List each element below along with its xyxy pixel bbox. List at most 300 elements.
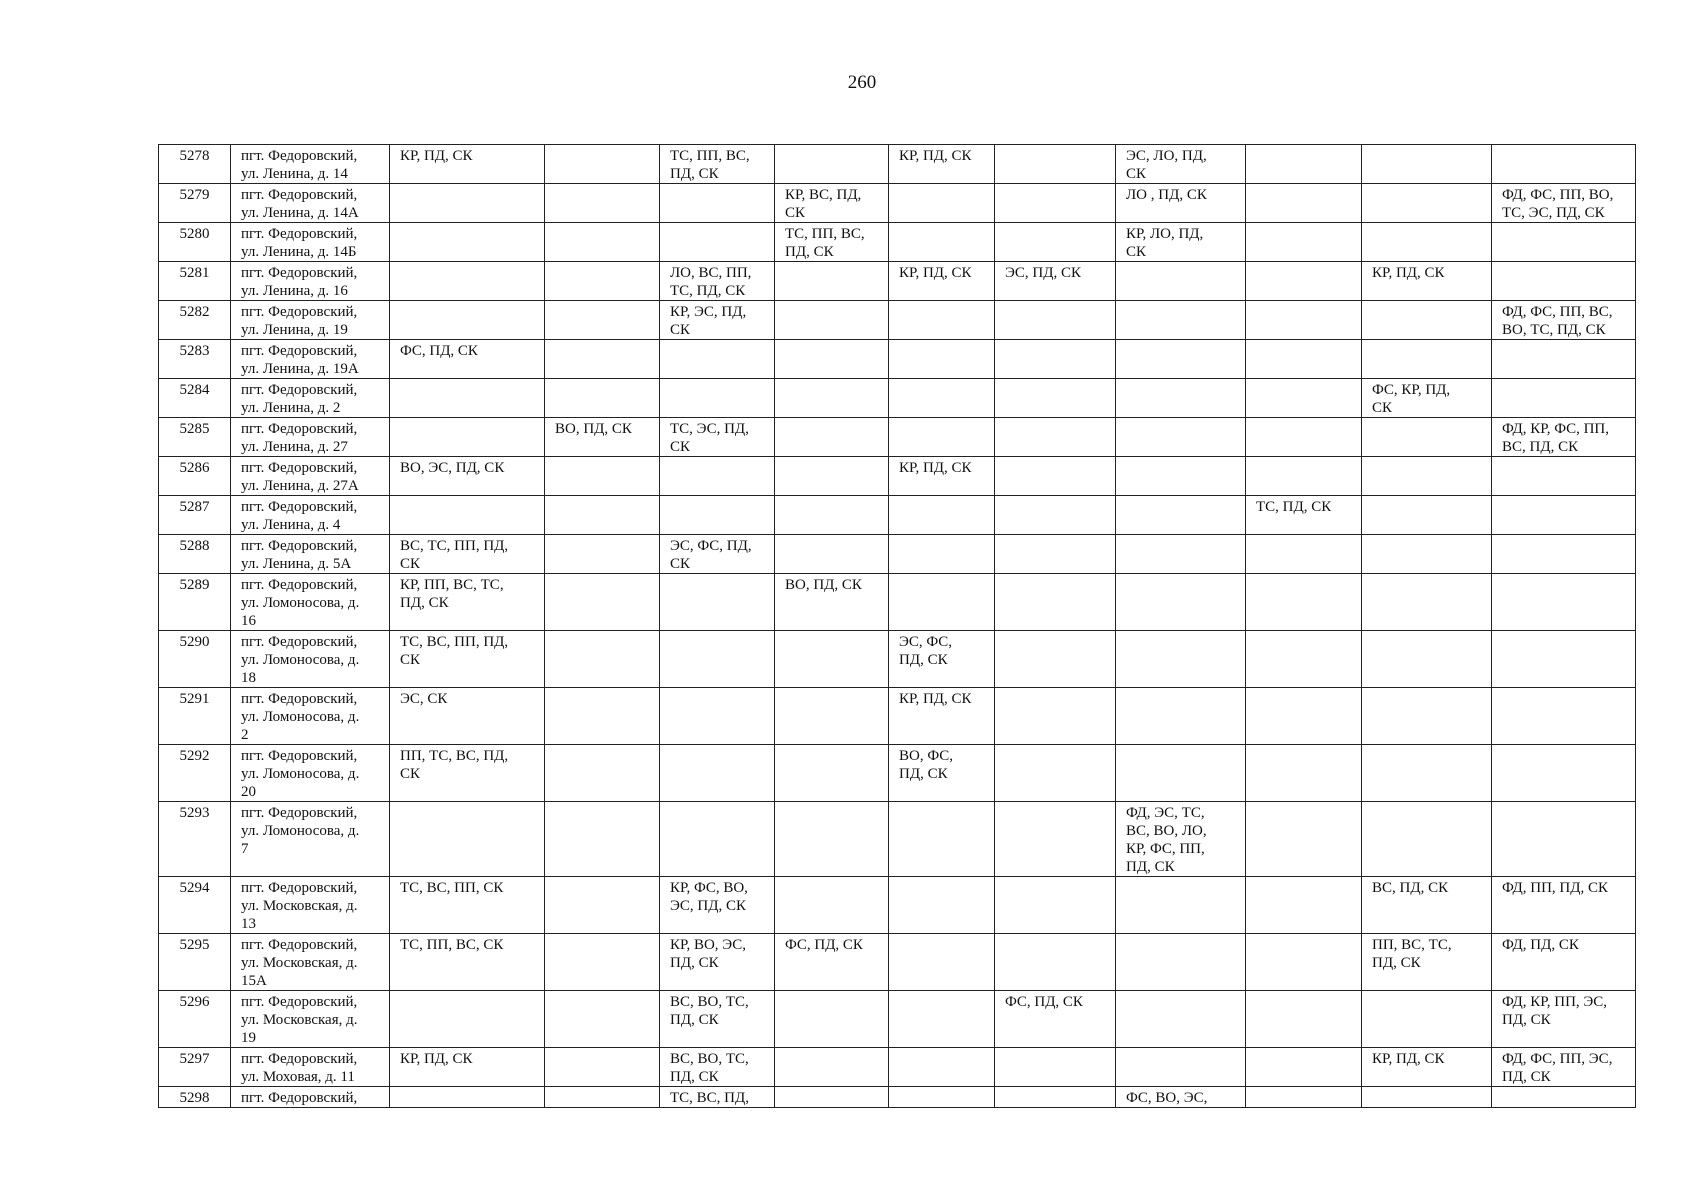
cell-line: пгт. Федоровский, [241,1051,358,1067]
row-number: 5278 [159,145,231,184]
cell-line: пгт. Федоровский, [241,1090,358,1106]
cell-line: ФД, ЭС, ТС, [1126,805,1205,821]
work-types-cell [1492,574,1636,631]
cell-line: СК [670,322,691,338]
work-types-cell [390,1048,545,1087]
cell-line: ул. Ломоносова, д. [241,595,360,611]
work-types-cell [889,262,995,301]
cell-line: ВС, ВО, ТС, [670,994,749,1010]
work-types-cell [545,184,660,223]
work-types-cell [1116,535,1246,574]
cell-line: ПП, ВС, ТС, [1372,937,1452,953]
work-types-cell [995,574,1116,631]
cell-line: ПД, СК [670,1069,719,1085]
work-types-cell [889,379,995,418]
row-number: 5293 [159,802,231,877]
cell-line: КР, ПД, СК [899,265,972,281]
work-types-cell [775,496,889,535]
cell-line: ФД, ФС, ПП, ВО, [1502,187,1614,203]
cell-line: СК [785,205,806,221]
cell-line: пгт. Федоровский, [241,994,358,1010]
cell-line: ПД, СК [785,244,834,260]
work-types-cell [1492,802,1636,877]
row-number: 5290 [159,631,231,688]
work-types-cell [660,418,775,457]
work-types-cell [889,223,995,262]
work-types-cell [1492,934,1636,991]
address-cell [231,418,390,457]
cell-line: КР, ВО, ЭС, [670,937,746,953]
work-types-cell [1362,535,1492,574]
cell-line: ул. Ленина, д. 14 [241,166,348,182]
work-types-cell [1492,688,1636,745]
work-types-cell [390,535,545,574]
cell-line: ФД, КР, ФС, ПП, [1502,421,1610,437]
work-types-cell [995,802,1116,877]
work-types-cell [1116,574,1246,631]
work-types-cell [889,574,995,631]
work-types-cell [545,223,660,262]
cell-line: СК [400,766,421,782]
cell-line: пгт. Федоровский, [241,538,358,554]
address-cell [231,496,390,535]
work-types-cell [1116,1087,1246,1108]
work-types-cell [889,877,995,934]
work-types-cell [1116,379,1246,418]
cell-line: ВО, ПД, СК [555,421,632,437]
work-types-cell [775,340,889,379]
cell-line: ЭС, ПД, СК [1005,265,1081,281]
work-types-cell [1116,184,1246,223]
work-types-cell [889,418,995,457]
work-types-cell [1116,688,1246,745]
work-types-cell [545,631,660,688]
cell-line: КР, ПД, СК [400,148,473,164]
work-types-cell [1362,340,1492,379]
work-types-cell [889,457,995,496]
cell-line: пгт. Федоровский, [241,880,358,896]
cell-line: КР, ЭС, ПД, [670,304,747,320]
row-number: 5289 [159,574,231,631]
cell-line: ул. Ленина, д. 4 [241,517,341,533]
cell-line: ПД, СК [1502,1069,1551,1085]
work-types-cell [1246,991,1362,1048]
work-types-cell [775,877,889,934]
work-types-cell [1246,457,1362,496]
work-types-cell [545,496,660,535]
work-types-cell [1362,934,1492,991]
work-types-cell [1246,877,1362,934]
work-types-cell [1116,457,1246,496]
work-types-cell [1492,877,1636,934]
work-types-cell [1246,574,1362,631]
cell-line: 16 [241,613,256,629]
work-types-cell [390,262,545,301]
work-types-cell [775,688,889,745]
work-types-cell [1362,223,1492,262]
address-cell [231,1048,390,1087]
work-types-cell [889,688,995,745]
row-number: 5294 [159,877,231,934]
work-types-cell [1246,535,1362,574]
work-types-cell [1116,223,1246,262]
cell-line: СК [400,652,421,668]
work-types-cell [390,745,545,802]
work-types-cell [775,457,889,496]
cell-line: 19 [241,1030,256,1046]
work-types-cell [660,262,775,301]
cell-line: ВС, ПД, СК [1502,439,1579,455]
cell-line: ЭС, ФС, ПД, [670,538,752,554]
work-types-cell [995,262,1116,301]
cell-line: пгт. Федоровский, [241,304,358,320]
address-cell [231,379,390,418]
work-types-cell [660,934,775,991]
work-types-cell [545,991,660,1048]
work-types-cell [775,934,889,991]
work-types-cell [660,631,775,688]
work-types-cell [889,991,995,1048]
cell-line: пгт. Федоровский, [241,382,358,398]
cell-line: пгт. Федоровский, [241,634,358,650]
address-cell [231,535,390,574]
cell-line: пгт. Федоровский, [241,148,358,164]
work-types-cell [1246,145,1362,184]
address-cell [231,745,390,802]
work-types-cell [390,184,545,223]
work-types-cell [889,340,995,379]
address-cell [231,631,390,688]
work-types-cell [1116,1048,1246,1087]
work-types-cell [1362,991,1492,1048]
work-types-cell [775,1087,889,1108]
cell-line: КР, ВС, ПД, [785,187,862,203]
work-types-cell [660,184,775,223]
cell-line: ФД, ФС, ПП, ЭС, [1502,1051,1613,1067]
cell-line: ВС, ВО, ТС, [670,1051,749,1067]
work-types-cell [889,934,995,991]
work-types-cell [1492,301,1636,340]
cell-line: ТС, ЭС, ПД, [670,421,749,437]
table-row [159,574,1636,631]
cell-line: ВО, ФС, [899,748,953,764]
work-types-cell [390,379,545,418]
cell-line: ул. Ленина, д. 5А [241,556,352,572]
work-types-cell [1362,184,1492,223]
table-row [159,688,1636,745]
work-types-cell [1116,802,1246,877]
row-number: 5283 [159,340,231,379]
work-types-cell [1492,1087,1636,1108]
cell-line: ул. Московская, д. [241,955,358,971]
work-types-cell [1362,145,1492,184]
cell-line: ТС, ВС, ПД, [670,1090,749,1106]
work-types-cell [995,457,1116,496]
cell-line: ул. Московская, д. [241,1012,358,1028]
work-types-cell [660,379,775,418]
work-types-cell [1492,745,1636,802]
work-types-cell [889,496,995,535]
cell-line: ПД, СК [670,166,719,182]
work-types-cell [775,745,889,802]
work-types-cell [1246,802,1362,877]
work-types-cell [1246,1048,1362,1087]
work-types-cell [390,1087,545,1108]
cell-line: ФД, КР, ПП, ЭС, [1502,994,1608,1010]
work-types-cell [995,688,1116,745]
work-types-cell [1116,991,1246,1048]
work-types-cell [1362,379,1492,418]
address-cell [231,340,390,379]
work-types-cell [1116,631,1246,688]
address-cell [231,301,390,340]
cell-line: ПД, СК [1126,859,1175,875]
cell-line: пгт. Федоровский, [241,805,358,821]
work-types-cell [1116,262,1246,301]
address-cell [231,574,390,631]
work-types-cell [995,631,1116,688]
row-number: 5286 [159,457,231,496]
table-row [159,145,1636,184]
work-types-cell [660,340,775,379]
work-types-cell [1116,877,1246,934]
cell-line: ТС, ПП, ВС, СК [400,937,504,953]
work-types-cell [1362,496,1492,535]
cell-line: ЛО, ВС, ПП, [670,265,752,281]
cell-line: СК [1372,400,1393,416]
cell-line: ТС, ПД, СК [1256,499,1332,515]
work-types-cell [1362,301,1492,340]
work-types-cell [889,1048,995,1087]
work-types-cell [1246,418,1362,457]
table-row [159,934,1636,991]
work-types-cell [545,802,660,877]
cell-line: ФД, ФС, ПП, ВС, [1502,304,1613,320]
work-types-cell [1116,496,1246,535]
cell-line: ВО, ЭС, ПД, СК [400,460,505,476]
table-row [159,223,1636,262]
cell-line: ул. Ломоносова, д. [241,652,360,668]
work-types-cell [1362,418,1492,457]
cell-line: пгт. Федоровский, [241,460,358,476]
table-row [159,418,1636,457]
row-number: 5291 [159,688,231,745]
table-row [159,877,1636,934]
cell-line: 15А [241,973,267,989]
row-number: 5298 [159,1087,231,1108]
work-types-cell [545,262,660,301]
table-body [159,145,1636,1108]
work-types-cell [545,1087,660,1108]
work-types-cell [889,145,995,184]
cell-line: ул. Ленина, д. 2 [241,400,341,416]
work-types-cell [545,379,660,418]
work-types-cell [889,631,995,688]
work-types-cell [390,631,545,688]
work-types-cell [390,145,545,184]
cell-line: КР, ФС, ВО, [670,880,748,896]
work-types-cell [889,802,995,877]
work-types-cell [775,802,889,877]
work-types-cell [1362,262,1492,301]
table-row [159,991,1636,1048]
cell-line: пгт. Федоровский, [241,577,358,593]
cell-line: ВС, ПД, СК [1372,880,1449,896]
work-types-cell [1116,301,1246,340]
cell-line: ФС, ВО, ЭС, [1126,1090,1208,1106]
work-types-cell [660,877,775,934]
work-types-cell [1362,457,1492,496]
table-row [159,745,1636,802]
cell-line: ул. Ломоносова, д. [241,766,360,782]
work-types-cell [1362,877,1492,934]
cell-line: ТС, ПД, СК [670,283,746,299]
table-row [159,262,1636,301]
table-row [159,1087,1636,1108]
work-types-cell [1492,535,1636,574]
work-types-cell [545,145,660,184]
cell-line: ул. Ленина, д. 16 [241,283,348,299]
cell-line: ПД, СК [899,766,948,782]
work-types-cell [1246,262,1362,301]
cell-line: ПД, СК [670,1012,719,1028]
table-row [159,340,1636,379]
cell-line: ФС, ПД, СК [1005,994,1083,1010]
cell-line: пгт. Федоровский, [241,187,358,203]
row-number: 5292 [159,745,231,802]
work-types-cell [1116,340,1246,379]
work-types-cell [1246,379,1362,418]
work-types-cell [1246,688,1362,745]
work-types-cell [1246,184,1362,223]
work-types-cell [1492,262,1636,301]
work-types-cell [1492,631,1636,688]
row-number: 5295 [159,934,231,991]
cell-line: ул. Ломоносова, д. [241,709,360,725]
cell-line: КР, ПД, СК [899,148,972,164]
work-types-cell [889,184,995,223]
cell-line: СК [670,556,691,572]
cell-line: ФД, ПД, СК [1502,937,1579,953]
work-types-cell [1492,340,1636,379]
work-types-cell [545,688,660,745]
work-types-cell [1492,418,1636,457]
work-types-cell [1246,340,1362,379]
work-types-cell [660,1087,775,1108]
work-types-cell [660,145,775,184]
work-types-cell [889,745,995,802]
cell-line: КР, ПД, СК [1372,265,1445,281]
cell-line: ФС, ПД, СК [785,937,863,953]
row-number: 5279 [159,184,231,223]
work-types-cell [1492,379,1636,418]
row-number: 5284 [159,379,231,418]
cell-line: ул. Ленина, д. 14Б [241,244,357,260]
work-types-cell [775,262,889,301]
work-types-cell [1246,301,1362,340]
row-number: 5296 [159,991,231,1048]
cell-line: пгт. Федоровский, [241,421,358,437]
work-types-cell [995,745,1116,802]
work-types-cell [660,1048,775,1087]
work-types-cell [660,223,775,262]
work-types-cell [1246,934,1362,991]
row-number: 5281 [159,262,231,301]
register-table [158,144,1636,1108]
cell-line: КР, ЛО, ПД, [1126,226,1204,242]
cell-line: ПП, ТС, ВС, ПД, [400,748,509,764]
cell-line: СК [400,556,421,572]
work-types-cell [1492,184,1636,223]
cell-line: ПД, СК [670,955,719,971]
work-types-cell [889,301,995,340]
cell-line: 18 [241,670,256,686]
work-types-cell [545,745,660,802]
cell-line: ВС, ТС, ПП, ПД, [400,538,509,554]
work-types-cell [995,877,1116,934]
cell-line: ул. Ленина, д. 27А [241,478,359,494]
work-types-cell [390,991,545,1048]
work-types-cell [390,223,545,262]
cell-line: 13 [241,916,256,932]
work-types-cell [390,418,545,457]
address-cell [231,262,390,301]
cell-line: ЛО , ПД, СК [1126,187,1207,203]
work-types-cell [1116,745,1246,802]
work-types-cell [390,688,545,745]
work-types-cell [995,340,1116,379]
table-row [159,1048,1636,1087]
cell-line: пгт. Федоровский, [241,343,358,359]
work-types-cell [1362,1087,1492,1108]
work-types-cell [1116,934,1246,991]
work-types-cell [390,934,545,991]
cell-line: 7 [241,841,249,857]
cell-line: ПД, СК [1502,1012,1551,1028]
cell-line: ФС, КР, ПД, [1372,382,1451,398]
work-types-cell [660,745,775,802]
work-types-cell [390,301,545,340]
work-types-cell [1362,745,1492,802]
cell-line: ФД, ПП, ПД, СК [1502,880,1609,896]
work-types-cell [889,535,995,574]
work-types-cell [995,379,1116,418]
cell-line: КР, ПД, СК [1372,1051,1445,1067]
work-types-cell [1362,802,1492,877]
cell-line: СК [1126,166,1147,182]
cell-line: КР, ПД, СК [899,691,972,707]
work-types-cell [995,496,1116,535]
work-types-cell [545,418,660,457]
work-types-cell [1492,223,1636,262]
cell-line: ул. Московская, д. [241,898,358,914]
cell-line: ул. Ленина, д. 14А [241,205,359,221]
cell-line: СК [670,439,691,455]
cell-line: ТС, ПП, ВС, [785,226,865,242]
row-number: 5287 [159,496,231,535]
table-row [159,535,1636,574]
work-types-cell [660,301,775,340]
cell-line: КР, ПД, СК [400,1051,473,1067]
table-row [159,457,1636,496]
address-cell [231,184,390,223]
work-types-cell [1492,991,1636,1048]
work-types-cell [995,535,1116,574]
cell-line: ЭС, ФС, [899,634,953,650]
table-row [159,301,1636,340]
work-types-cell [995,418,1116,457]
work-types-cell [1362,631,1492,688]
